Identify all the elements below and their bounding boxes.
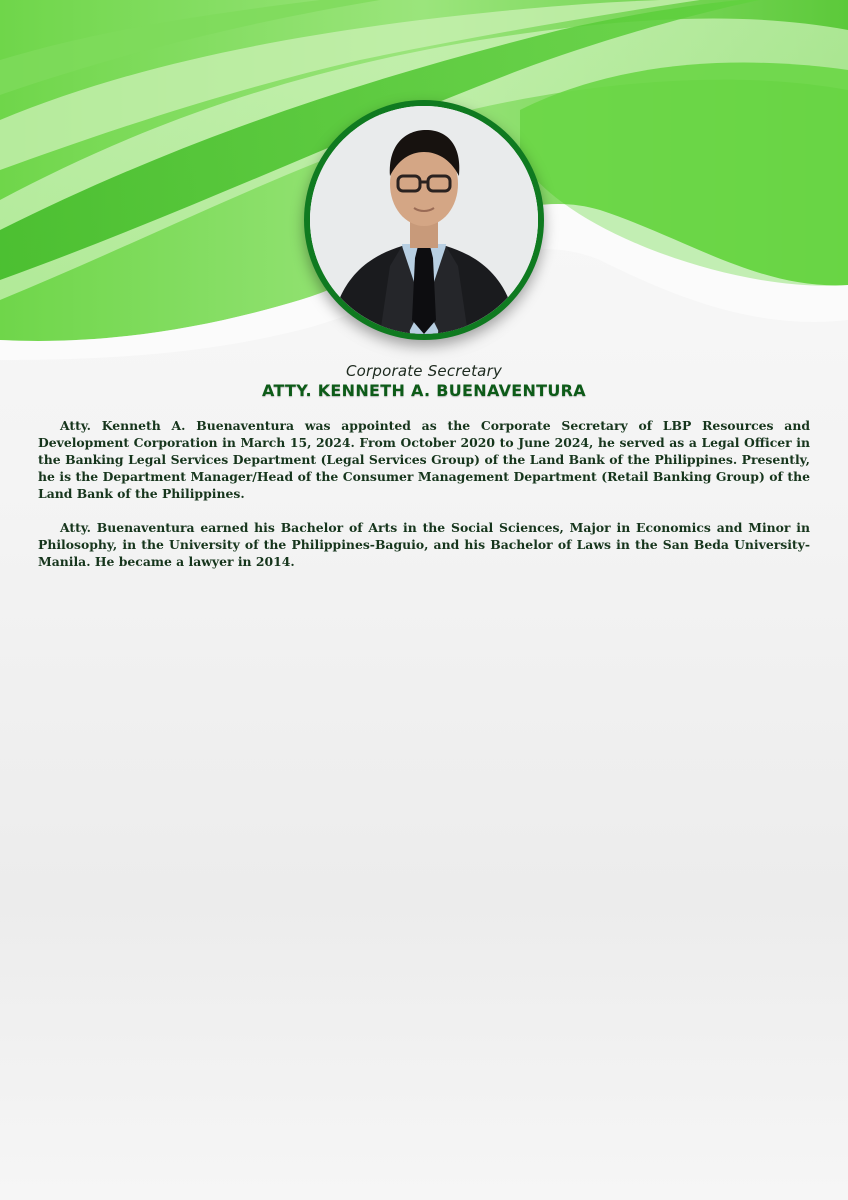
portrait-photo xyxy=(310,106,538,334)
role-title: Corporate Secretary xyxy=(345,362,503,380)
person-portrait-icon xyxy=(310,106,538,334)
biography xyxy=(38,417,810,587)
portrait-frame xyxy=(304,100,544,340)
person-name: ATTY. KENNETH A. BUENAVENTURA xyxy=(262,381,586,400)
bio-paragraph: Atty. Buenaventura earned his Bachelor of Arts in the Social Sciences, Major in Economics and Minor in Philosophy, in the University of the Philippines-Baguio, and his Bachelor of Laws in the San Beda University-Manila. He became a lawyer in 2014. xyxy=(38,520,810,569)
bio-paragraph: Atty. Kenneth A. Buenaventura was appointed as the Corporate Secretary of LBP Resources and Development Corporation in March 15, 2024. From October 2020 to June 2024, he served as a Legal Officer in the Banking Legal Services Department (Legal Services Group) of the Land Bank of the Philippines. Presently, he is the Department Manager/Head of the Consumer Management Department (Retail Banking Group) of the Land Bank of the Philippines. xyxy=(38,418,810,501)
